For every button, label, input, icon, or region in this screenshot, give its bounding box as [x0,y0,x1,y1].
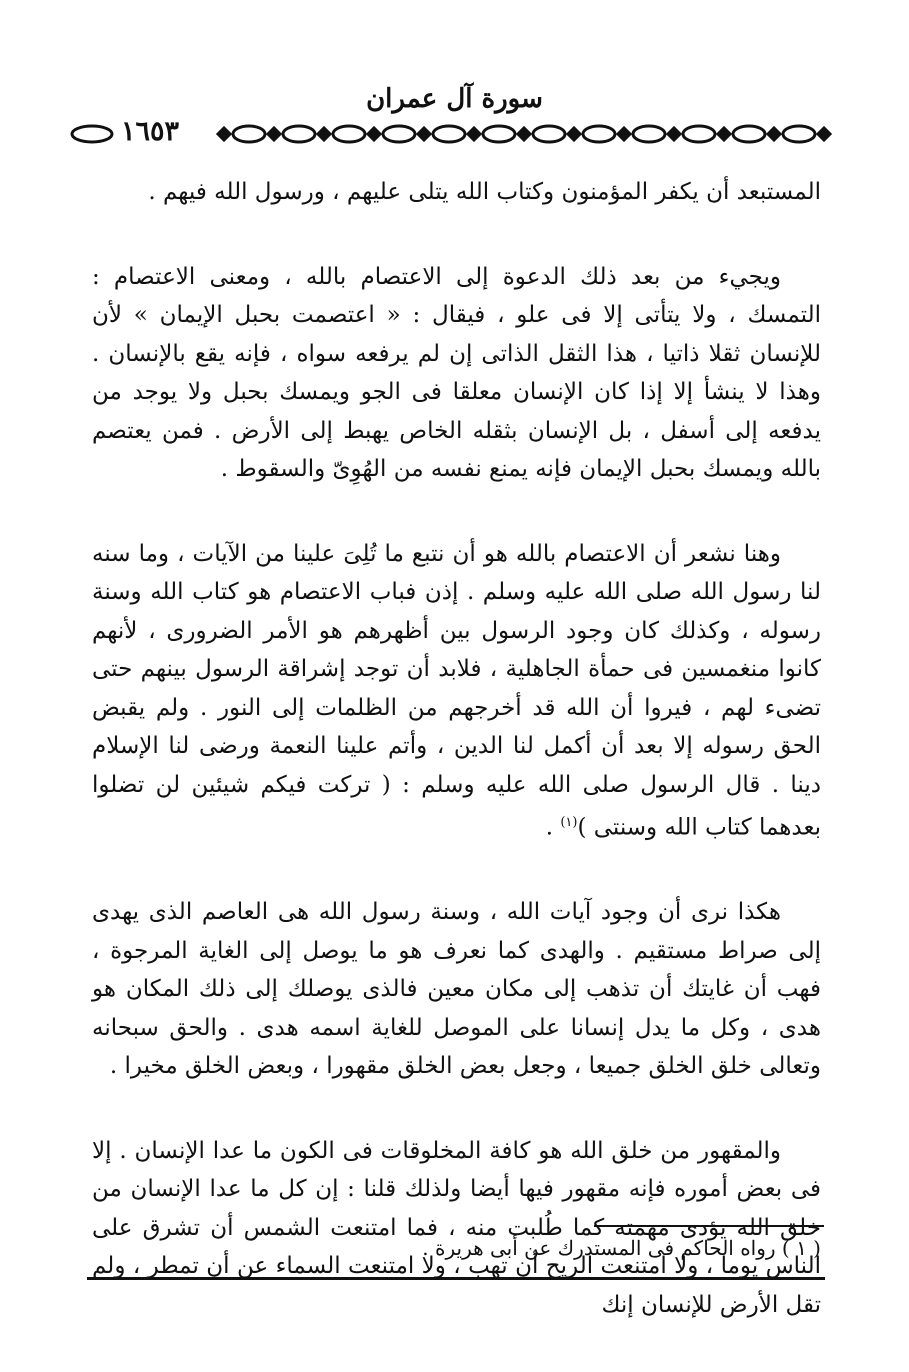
chain-diamond [468,128,480,140]
footnote-separator [594,1225,824,1227]
chain-diamond [368,128,380,140]
chain-diamond [218,128,230,140]
chain-link [233,126,265,142]
chain-diamond [418,128,430,140]
chain-link [483,126,515,142]
chain-diamond [668,128,680,140]
chain-link [583,126,615,142]
paragraph-2: ويجيء من بعد ذلك الدعوة إلى الاعتصام بالله ، ومعنى الاعتصام : التمسك ، ولا يتأتى إلا فى علو ، فيقال : « اعتصمت بحبل الإيمان » لأن للإنسان ثقلا ذاتيا ، هذا الثقل الذاتى إن لم يرفعه سواه ، فإنه يقع بالإنسان . وهذا لا ينشأ إلا إذا كان الإنسان معلقا فى الجو ويمسك بحبل ولا يوجد من يدفعه إلى أسفل ، بل الإنسان بثقله الخاص يهبط إلى الأرض . فمن يعتصم بالله ويمسك بحبل الإيمان فإنه يمنع نفسه من الهُوِىّ والسقوط . [92,263,821,482]
paragraph-5: والمقهور من خلق الله هو كافة المخلوقات فى الكون ما عدا الإنسان . إلا فى بعض أموره فإنه مقهور فيها أيضا ولذلك قلنا : إن كل ما عدا الإنسان من خلق الله يؤدى مهمته كما طُلبت منه ، فما امتنعت الشمس أن تشرق على الناس يوما ، ولا امتنعت الريح أن تهب ، ولا امتنعت السماء عن أن تمطر ، ولم تقل الأرض للإنسان إنك [92,1137,821,1318]
chain-link [433,126,465,142]
surah-title: سورة آل عمران [366,84,543,114]
paragraph-3 [92,535,821,848]
chain-link [783,126,815,142]
chain-link [733,126,765,142]
ornamental-chain-divider [70,118,836,150]
chain-diamond [768,128,780,140]
chain-link [633,126,665,142]
chain-link [283,126,315,142]
chain-diamond [318,128,330,140]
footnote-text: ( ١ ) رواه الحاكم فى المستدرك عن أبى هريرة . [422,1236,821,1260]
chain-link [72,126,112,142]
page-number: ١٦٥٣ [118,117,182,147]
chain-link [533,126,565,142]
footnote-marker[interactable]: (١) [560,815,578,830]
chain-diamond [518,128,530,140]
chain-diamond [718,128,730,140]
chain-link [333,126,365,142]
chain-diamond [568,128,580,140]
paragraph-3-tail: . [545,814,561,841]
paragraph-1: المستبعد أن يكفر المؤمنون وكتاب الله يتلى عليهم ، ورسول الله فيهم . [148,179,821,205]
paragraph-3-text: وهنا نشعر أن الاعتصام بالله هو أن نتبع ما تُلِىَ علينا من الآيات ، وما سنه لنا رسول الله صلى الله عليه وسلم . إذن فباب الاعتصام هو كتاب الله وسنة رسوله ، وكذلك كان وجود الرسول بين أظهرهم هو الأمر الضرورى ، لأنهم كانوا منغمسين فى حمأة الجاهلية ، فلابد أن توجد إشراقة الرسول بينهم حتى تضىء لهم ، فيروا أن الله قد أخرجهم من الظلمات إلى النور . ولم يقبض الحق رسوله إلا بعد أن أكمل لنا الدين ، وأتم علينا النعمة ورضى لنا الإسلام دينا . قال الرسول صلى الله عليه وسلم : ( تركت فيكم شيئين لن تضلوا بعدهما كتاب الله وسنتى ) [92,540,821,841]
chain-diamond [818,128,830,140]
chain-link [683,126,715,142]
bottom-rule [87,1277,825,1280]
page-body [92,173,821,1370]
chain-diamond [618,128,630,140]
chain-diamond [268,128,280,140]
chain-link [383,126,415,142]
paragraph-4: هكذا نرى أن وجود آيات الله ، وسنة رسول الله هى العاصم الذى يهدى إلى صراط مستقيم . والهدى كما نعرف هو ما يوصل إلى الغاية المرجوة ، فهب أن غايتك أن تذهب إلى مكان معين فالذى يوصلك إلى ذلك المكان هو هدى ، وكل ما يدل إنسانا على الموصل للغاية اسمه هدى . والحق سبحانه وتعالى خلق الخلق جميعا ، وجعل بعض الخلق مقهورا ، وبعض الخلق مخيرا . [92,899,821,1080]
